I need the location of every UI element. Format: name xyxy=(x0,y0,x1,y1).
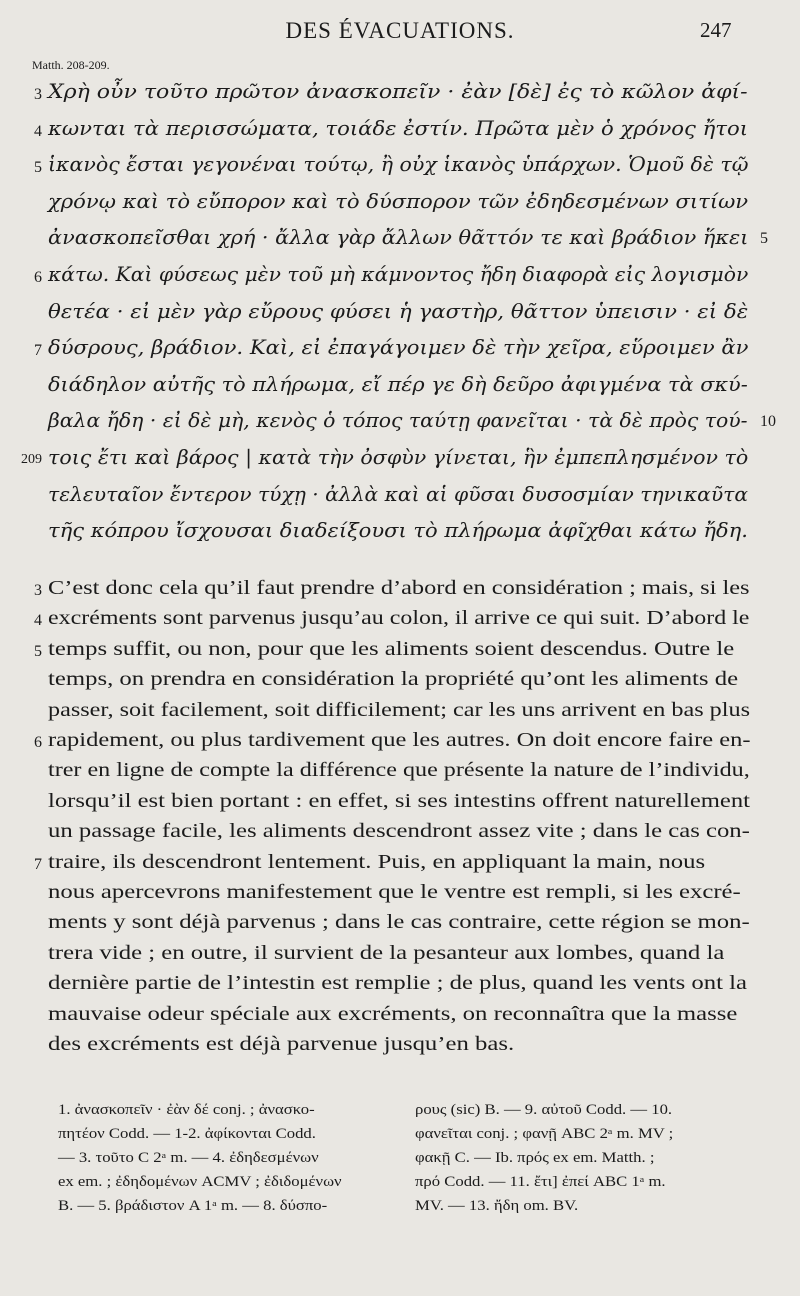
french_text-line: ments y sont déjà parvenus ; dans le cas contraire, cette région se mon- xyxy=(48,911,750,934)
greek_text-line: δύσρους, βράδιον. Καὶ, εἰ ἐπαγάγοιμεν δὲ τὴν χεῖρα, εὕροιμεν ἂν xyxy=(48,336,749,360)
french_text-line: nous apercevrons manifestement que le ventre est rempli, si les excré- xyxy=(48,881,741,903)
greek_text-line: κάτω. Καὶ φύσεως μὲν τοῦ μὴ κάμνοντος ἤδη διαφορὰ εἰς λογισμὸν xyxy=(48,263,749,286)
french_text-line: trera vide ; en outre, il survient de la pesanteur aux lombes, quand la xyxy=(48,941,725,964)
greek_text-line-count-marker: 5 xyxy=(760,230,768,248)
french_text-line: passer, soit facilement, soit difficilement; car les uns arrivent en bas plus xyxy=(48,698,750,721)
footnote-line: πρό Codd. — 11. ἔτι] ἐπεί ABC 1ᵃ m. xyxy=(415,1174,666,1190)
edition-reference: Matth. 208-209. xyxy=(32,58,110,72)
footnote-line: 1. ἀνασκοπεῖν · ἐὰν δέ conj. ; ἀνασκο- xyxy=(58,1102,315,1118)
greek_text-line: θετέα · εἰ μὲν γὰρ εὔρους φύσει ἡ γαστὴρ, θᾶττον ὑπεισιν · εἰ δὲ xyxy=(48,299,749,323)
french_text-line: mauvaise odeur spéciale aux excréments, on reconnaîtra que la masse xyxy=(48,1002,738,1025)
french_text-section-marker: 6 xyxy=(34,734,42,751)
french_text-line: C’est donc cela qu’il faut prendre d’abord en considération ; mais, si les xyxy=(48,577,750,599)
footnote-line: πητέον Codd. — 1-2. ἀφίκονται Codd. xyxy=(58,1126,316,1142)
greek_text-line: τελευταῖον ἔντερον τύχῃ · ἀλλὰ καὶ αἱ φῦσαι δυσοσμίαν τηνικαῦτα xyxy=(48,482,749,506)
french_text-line: temps suffit, ou non, pour que les aliments soient descendus. Outre le xyxy=(48,637,735,660)
page-number: 247 xyxy=(700,18,732,42)
greek_text-line: τῆς κόπρου ἴσχουσαι διαδείξουσι τὸ πλήρωμα ἀφῖχθαι κάτω ἤδη. xyxy=(48,519,748,543)
footnote-line: ρους (sic) B. — 9. αὐτοῦ Codd. — 10. xyxy=(415,1102,673,1118)
french_text-line: dernière partie de l’intestin est remplie ; de plus, quand les vents ont la xyxy=(48,972,748,995)
greek_text-section-marker: 5 xyxy=(34,159,42,177)
french_text-section-marker: 3 xyxy=(34,582,42,599)
french_text-section-marker: 4 xyxy=(34,612,42,630)
running-head-title: DES ÉVACUATIONS. xyxy=(285,18,515,43)
french_text-line: excréments sont parvenus jusqu’au colon, il arrive ce qui suit. D’abord le xyxy=(48,607,750,630)
footnote-line: B. — 5. βράδιστον A 1ᵃ m. — 8. δύσπο- xyxy=(58,1198,328,1214)
greek_text-line: διάδηλον αὐτῆς τὸ πλήρωμα, εἴ πέρ γε δὴ δεῦρο ἀφιγμένα τὰ σκύ- xyxy=(48,372,748,396)
greek_text-line: βαλα ἤδη · εἰ δὲ μὴ, κενὸς ὁ τόπος ταύτῃ φανεῖται · τὰ δὲ πρὸς τού- xyxy=(48,409,748,433)
greek_text-line: Χρὴ οὖν τοῦτο πρῶτον ἀνασκοπεῖν · ἐὰν [δὲ] ἐς τὸ κῶλον ἀφί- xyxy=(48,80,748,103)
french_text-line: rapidement, ou plus tardivement que les autres. On doit encore faire en- xyxy=(48,729,751,751)
greek_text-section-marker: 209 xyxy=(21,452,42,467)
greek_text-section-marker: 4 xyxy=(34,122,42,140)
greek_text-line: χρόνῳ καὶ τὸ εὔπορον καὶ τὸ δύσπορον τῶν ἐδηδεσμένων σιτίων xyxy=(48,189,749,213)
greek_text-line: τοις ἔτι καὶ βάρος | κατὰ τὴν ὀσφὺν γίνεται, ἣν ἐμπεπλησμένον τὸ xyxy=(48,446,749,469)
footnote-line: φακῇ C. — Ib. πρός ex em. Matth. ; xyxy=(415,1150,655,1166)
greek_text-line-count-marker: 10 xyxy=(760,413,776,431)
french_text-line: lorsqu’il est bien portant : en effet, si ses intestins offrent naturellement xyxy=(48,789,750,812)
footnote-line: MV. — 13. ἤδη om. BV. xyxy=(415,1198,579,1214)
greek_text-line: ἀνασκοπεῖσθαι χρή · ἄλλα γὰρ ἄλλων θᾶττόν τε καὶ βράδιον ἥκει xyxy=(48,226,749,250)
french_text-section-marker: 7 xyxy=(34,855,42,873)
greek_text-line: κωνται τὰ περισσώματα, τοιάδε ἐστίν. Πρῶτα μὲν ὁ χρόνος ἤτοι xyxy=(48,116,749,140)
greek_text-section-marker: 6 xyxy=(34,269,42,286)
greek_text-line: ἱκανὸς ἔσται γεγονέναι τούτῳ, ἢ οὐχ ἱκανὸς ὑπάρχων. Ὁμοῦ δὲ τῷ xyxy=(48,153,749,177)
french_text-section-marker: 5 xyxy=(34,642,42,660)
french_text-line: temps, on prendra en considération la propriété qu’ont les aliments de xyxy=(48,668,739,691)
footnote-line: ex em. ; ἐδηδομένων ACMV ; ἐδιδομένων xyxy=(58,1174,342,1190)
footnote-line: — 3. τοῦτο C 2ᵃ m. — 4. ἐδηδεσμένων xyxy=(58,1150,319,1166)
french_text-line: un passage facile, les aliments descendront assez vite ; dans le cas con- xyxy=(48,820,750,843)
greek_text-section-marker: 7 xyxy=(34,342,42,360)
french_text-line: des excréments est déjà parvenue jusqu’en bas. xyxy=(48,1033,515,1055)
footnote-line: φανεῖται conj. ; φανῇ ABC 2ᵃ m. MV ; xyxy=(415,1126,674,1142)
greek_text-section-marker: 3 xyxy=(34,86,42,103)
french_text-line: traire, ils descendront lentement. Puis, en appliquant la main, nous xyxy=(48,850,706,873)
french_text-line: trer en ligne de compte la différence que présente la nature de l’individu, xyxy=(48,759,750,782)
